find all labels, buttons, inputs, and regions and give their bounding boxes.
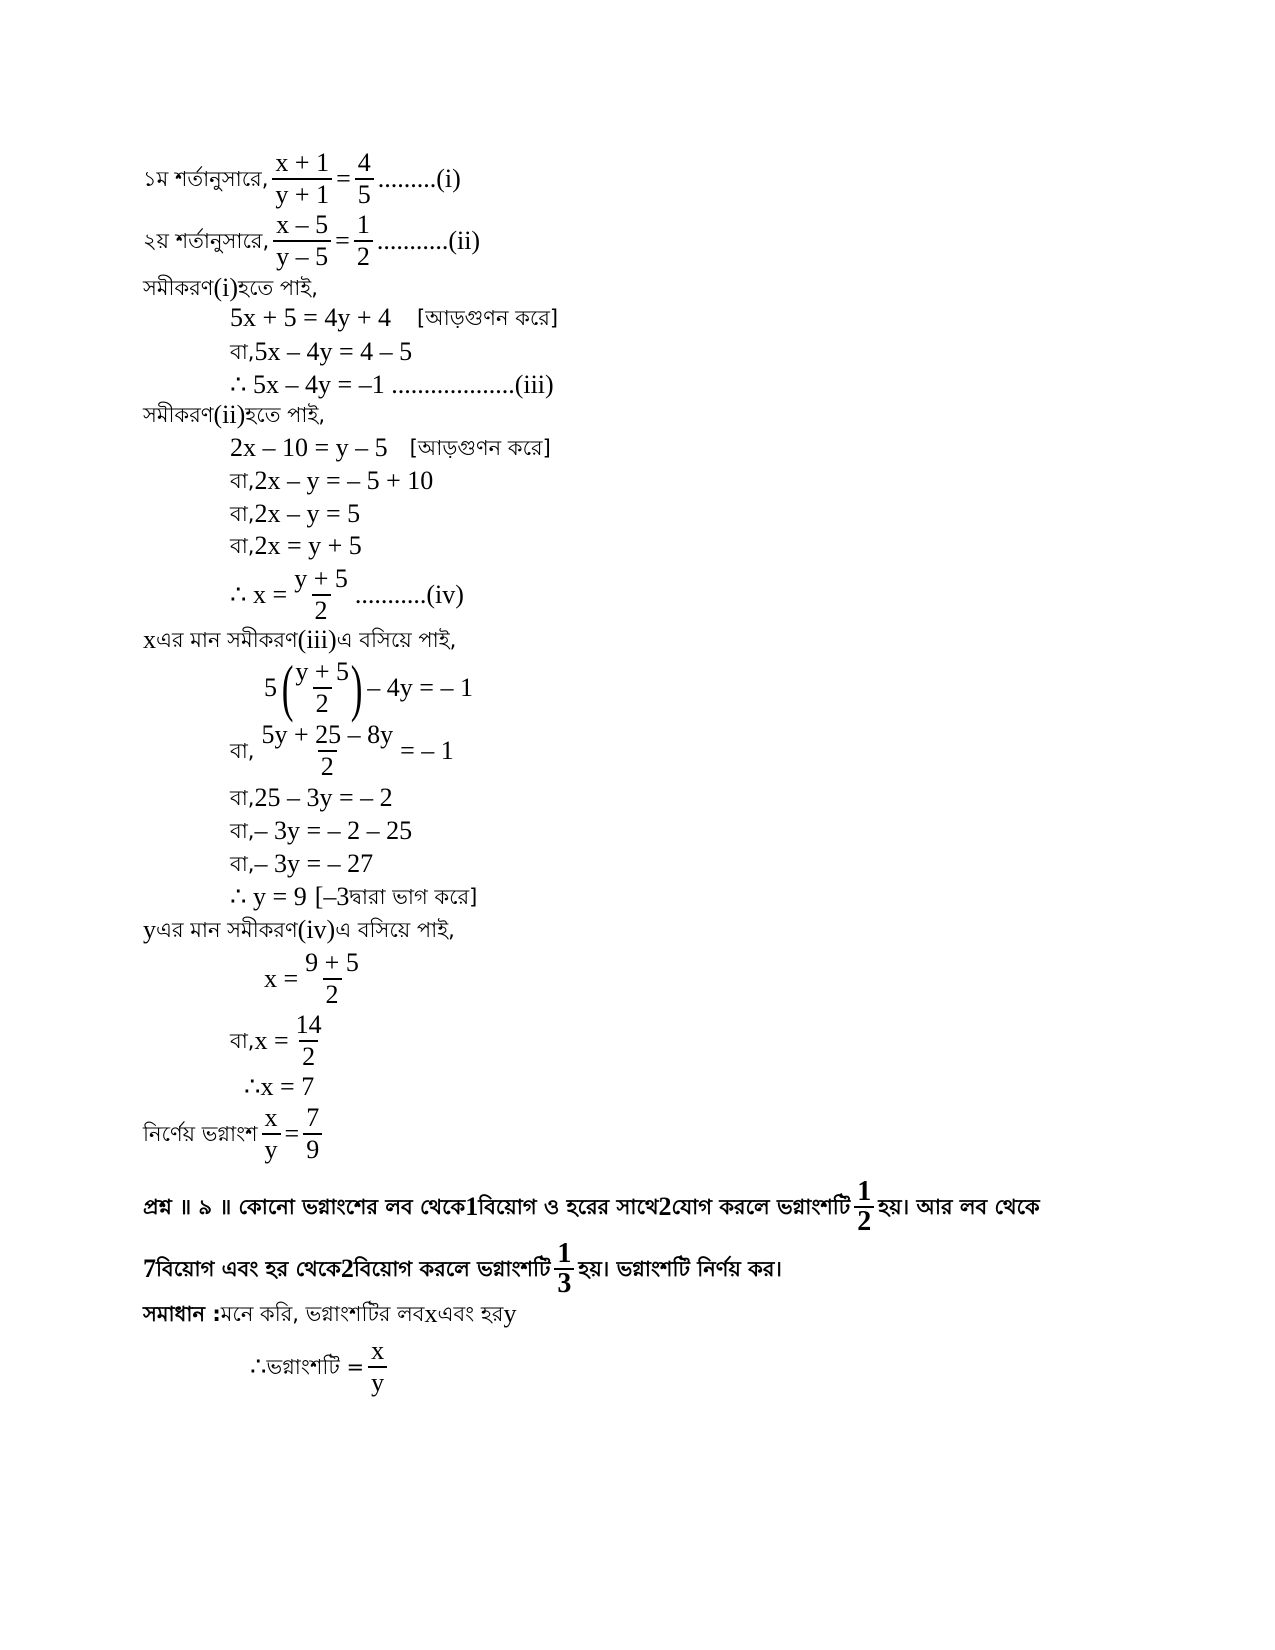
step-line: বা, x = $\frac{14}{2}$ <box>230 1010 329 1072</box>
fraction: $\frac{y + 5}{2}$ <box>295 657 349 718</box>
step-line: ∴ y = 9 [–3 দ্বারা ভাগ করে] <box>230 882 478 911</box>
fraction-4-5: $\frac{4}{5}$ <box>355 148 374 210</box>
solution-label: সমাধান : <box>143 1302 221 1326</box>
parenthesized-fraction: ( $\frac{y + 5}{2}$ ) <box>281 652 363 723</box>
step-line: 2x – 10 = y – 5 [আড়গুণন করে] <box>230 433 551 462</box>
substitute-x-line: x এর মান সমীকরণ (iii) এ বসিয়ে পাই, <box>143 625 457 654</box>
step-line: ∴ 5x – 4y = –1 ...................(iii) <box>230 370 554 399</box>
step-line: x = $\frac{9 + 5}{2}$ <box>264 948 366 1010</box>
step-line: ∴x = 7 <box>244 1072 315 1101</box>
fraction-one-half: $\frac{1}{2}$ <box>854 1178 874 1236</box>
note: [আড়গুণন করে] <box>409 436 551 460</box>
fraction-x-y: $\frac{x}{y}$ <box>368 1336 387 1398</box>
answer-line: নির্ণেয় ভগ্নাংশ $\frac{x}{y}$ = $\frac{7}{9}$ <box>143 1103 326 1165</box>
equation-tag: .........(i) <box>377 164 461 193</box>
step-line: বা, 2x – y = 5 <box>230 499 361 528</box>
step-line: বা, $\frac{5y + 25 - 8y}{2}$ = – 1 <box>230 720 454 781</box>
fraction-x5-y5: $\frac{x - 5}{y - 5}$ <box>273 210 331 272</box>
step-line: বা, 5x – 4y = 4 – 5 <box>230 337 413 366</box>
fraction-x1-y1: $\frac{x + 1}{y + 1}$ <box>272 148 332 210</box>
from-equation-ii: সমীকরণ (ii) হতে পাই, <box>143 400 326 429</box>
answer-label: নির্ণেয় ভগ্নাংশ <box>143 1122 258 1146</box>
step-line: বা, 2x = y + 5 <box>230 531 362 560</box>
condition-2-label: ২য় শর্তানুসারে, <box>143 229 270 253</box>
step-line: বা, – 3y = – 2 – 25 <box>230 816 413 845</box>
condition-2-line: ২য় শর্তানুসারে, $\frac{x - 5}{y - 5}$ = $\frac{1}{2}$ ...........(ii) <box>143 210 481 271</box>
step-line: বা, – 3y = – 27 <box>230 849 374 878</box>
fraction: $\frac{5y + 25 - 8y}{2}$ <box>261 720 394 781</box>
step-line: বা, 2x – y = – 5 + 10 <box>230 466 434 495</box>
step-line: ∴ x = $\frac{y + 5}{2}$ ...........(iv) <box>230 564 464 625</box>
fraction-one-third: $\frac{1}{3}$ <box>554 1240 574 1298</box>
fraction-1-2: $\frac{1}{2}$ <box>354 210 373 272</box>
step-line: বা, 25 – 3y = – 2 <box>230 783 393 812</box>
equation-tag: ...........(iv) <box>354 580 464 609</box>
substitute-y-line: y এর মান সমীকরণ (iv) এ বসিয়ে পাই, <box>143 915 455 944</box>
question-9-line-2: 7 বিয়োগ এবং হর থেকে 2 বিয়োগ করলে ভগ্নাংশটি $\frac{1}{3}$ হয়। ভগ্নাংশটি নির্ণয় কর। <box>143 1238 782 1299</box>
fraction: $\frac{y + 5}{2}$ <box>294 564 348 625</box>
equation-tag: ...........(ii) <box>376 226 481 255</box>
note: [আড়গুণন করে] <box>417 306 559 330</box>
fraction-definition-line: ∴ ভগ্নাংশটি = $\frac{x}{y}$ <box>250 1336 391 1398</box>
from-equation-i: সমীকরণ (i) হতে পাই, <box>143 273 318 302</box>
fraction-x-y: $\frac{x}{y}$ <box>262 1103 281 1165</box>
step-line: 5 ( $\frac{y + 5}{2}$ ) – 4y = – 1 <box>264 652 473 723</box>
condition-1-line: ১ম শর্তানুসারে, $\frac{x + 1}{y + 1}$ = $\frac{4}{5}$ .........(i) <box>143 148 461 209</box>
fraction-7-9: $\frac{7}{9}$ <box>303 1103 322 1165</box>
note: দ্বারা ভাগ করে] <box>349 885 478 909</box>
condition-1-label: ১ম শর্তানুসারে, <box>143 167 269 191</box>
step-line: 5x + 5 = 4y + 4 [আড়গুণন করে] <box>230 303 559 332</box>
fraction: $\frac{9 + 5}{2}$ <box>305 948 359 1009</box>
solution-line: সমাধান : মনে করি, ভগ্নাংশটির লব x এবং হর y <box>143 1299 517 1328</box>
fraction: $\frac{14}{2}$ <box>295 1010 322 1071</box>
question-9-line-1: প্রশ্ন ॥ ৯ ॥ কোনো ভগ্নাংশের লব থেকে 1 বিয়োগ ও হরের সাথে 2 যোগ করলে ভগ্নাংশটি $\frac{1}{2}$ হয়। আর লব থেকে <box>143 1176 1040 1237</box>
